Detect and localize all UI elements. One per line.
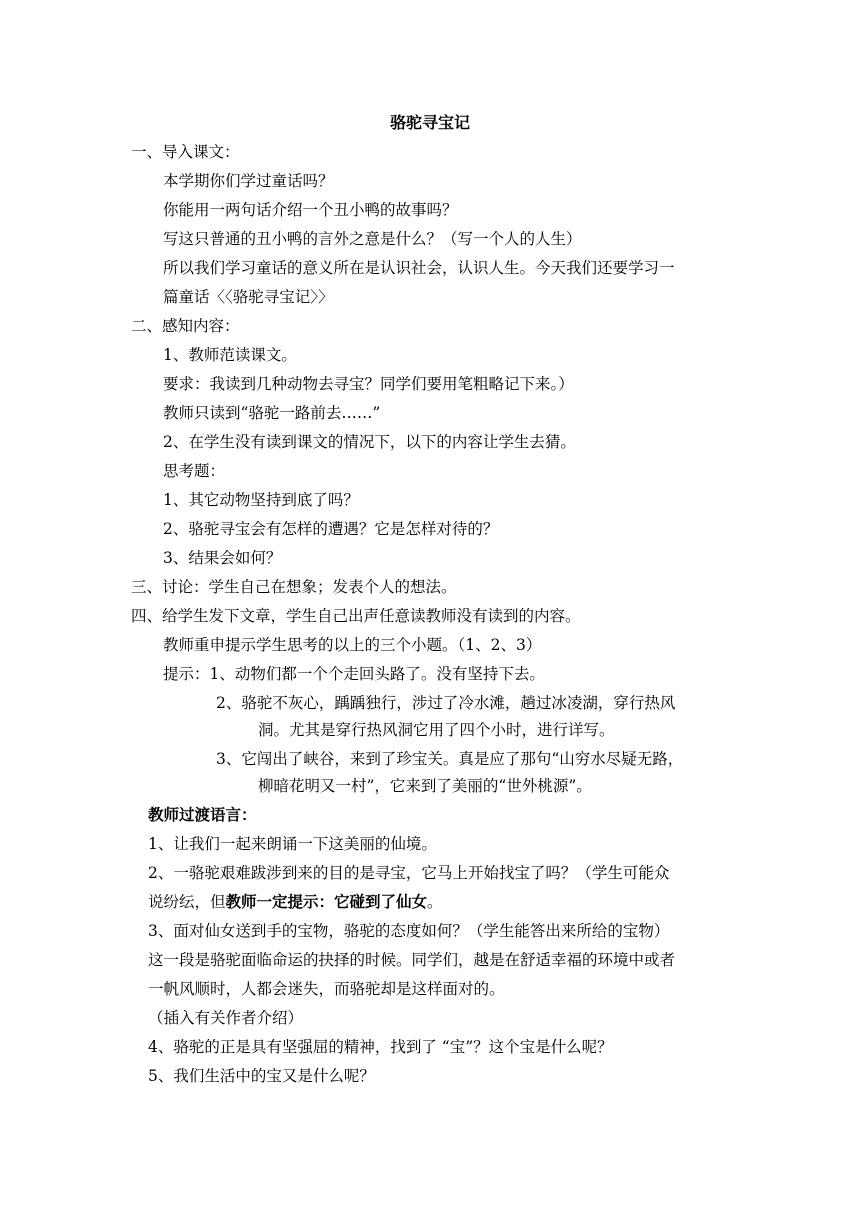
paragraph-line: 要求：我读到几种动物去寻宝？同学们要用笔粗略记下来。）	[163, 375, 574, 393]
paragraph-line: 写这只普通的丑小鸭的言外之意是什么？（写一个人的人生）	[163, 230, 582, 248]
paragraph-line: 3、面对仙女送到手的宝物，骆驼的态度如何？（学生能答出来所给的宝物）	[148, 922, 670, 940]
paragraph-line: 你能用一两句话介绍一个丑小鸭的故事吗？	[163, 201, 458, 219]
paragraph-line-mixed	[148, 892, 443, 912]
hint-item: 提示：1、动物们都一个个走回头路了。没有坚持下去。	[163, 665, 545, 683]
paragraph-line: 篇童话〈〈骆驼寻宝记〉〉	[163, 288, 334, 306]
paragraph-line: 这一段是骆驼面临命运的抉择的时候。同学们，越是在舒适幸福的环境中或者	[148, 951, 676, 969]
paragraph-line: 教师重申提示学生思考的以上的三个小题。（1、2、3）	[163, 636, 542, 654]
section-1-heading: 一、导入课文：	[131, 143, 240, 161]
paragraph-line: 1、让我们一起来朗诵一下这美丽的仙境。	[148, 835, 437, 853]
question-item: 2、骆驼寻宝会有怎样的遭遇？它是怎样对待的？	[163, 520, 499, 538]
paragraph-line: 本学期你们学过童话吗？	[163, 172, 334, 190]
hint-item: 3、它闯出了峡谷，来到了珍宝关。真是应了那句“山穷水尽疑无路，	[216, 750, 684, 768]
paragraph-line: 2、一骆驼艰难跋涉到来的目的是寻宝，它马上开始找宝了吗？（学生可能众	[148, 864, 670, 882]
hint-item: 2、骆驼不灰心，踽踽独行，涉过了冷水滩，趟过冰凌湖，穿行热风	[216, 694, 676, 712]
paragraph-line: 2、在学生没有读到课文的情况下，以下的内容让学生去猜。	[163, 433, 576, 451]
text-span: 说纷纭，但	[148, 893, 226, 911]
paragraph-line: （插入有关作者介绍）	[148, 1009, 304, 1027]
section-2-heading: 二、感知内容：	[131, 317, 240, 335]
paragraph-line: 所以我们学习童话的意义所在是认识社会，认识人生。今天我们还要学习一	[163, 259, 675, 277]
paragraph-line: 一帆风顺时，人都会迷失，而骆驼却是这样面对的。	[148, 980, 505, 998]
hint-item-continued: 洞。尤其是穿行热风洞它用了四个小时，进行详写。	[258, 721, 615, 739]
emphasis-text: 教师一定提示：它碰到了仙女	[225, 893, 428, 911]
paragraph-line: 4、骆驼的正是具有坚强屈的精神，找到了 “宝”？这个宝是什么呢？	[148, 1038, 613, 1056]
section-3-heading: 三、讨论：学生自己在想象；发表个人的想法。	[131, 578, 457, 596]
question-item: 3、结果会如何？	[163, 549, 282, 567]
section-4-heading: 四、给学生发下文章，学生自己出声任意读教师没有读到的内容。	[131, 607, 581, 625]
paragraph-line: 5、我们生活中的宝又是什么呢？	[148, 1067, 375, 1085]
paragraph-line: 教师只读到“骆驼一路前去……”	[163, 404, 381, 422]
hint-item-continued: 柳暗花明又一村”，它来到了美丽的“世外桃源”。	[258, 777, 592, 795]
teacher-transition-heading: 教师过渡语言：	[148, 806, 257, 824]
paragraph-line: 1、教师范读课文。	[163, 346, 297, 364]
text-span: 。	[427, 893, 443, 911]
question-item: 1、其它动物坚持到底了吗？	[163, 491, 359, 509]
paragraph-line: 思考题：	[163, 462, 226, 480]
document-title: 骆驼寻宝记	[389, 113, 470, 132]
